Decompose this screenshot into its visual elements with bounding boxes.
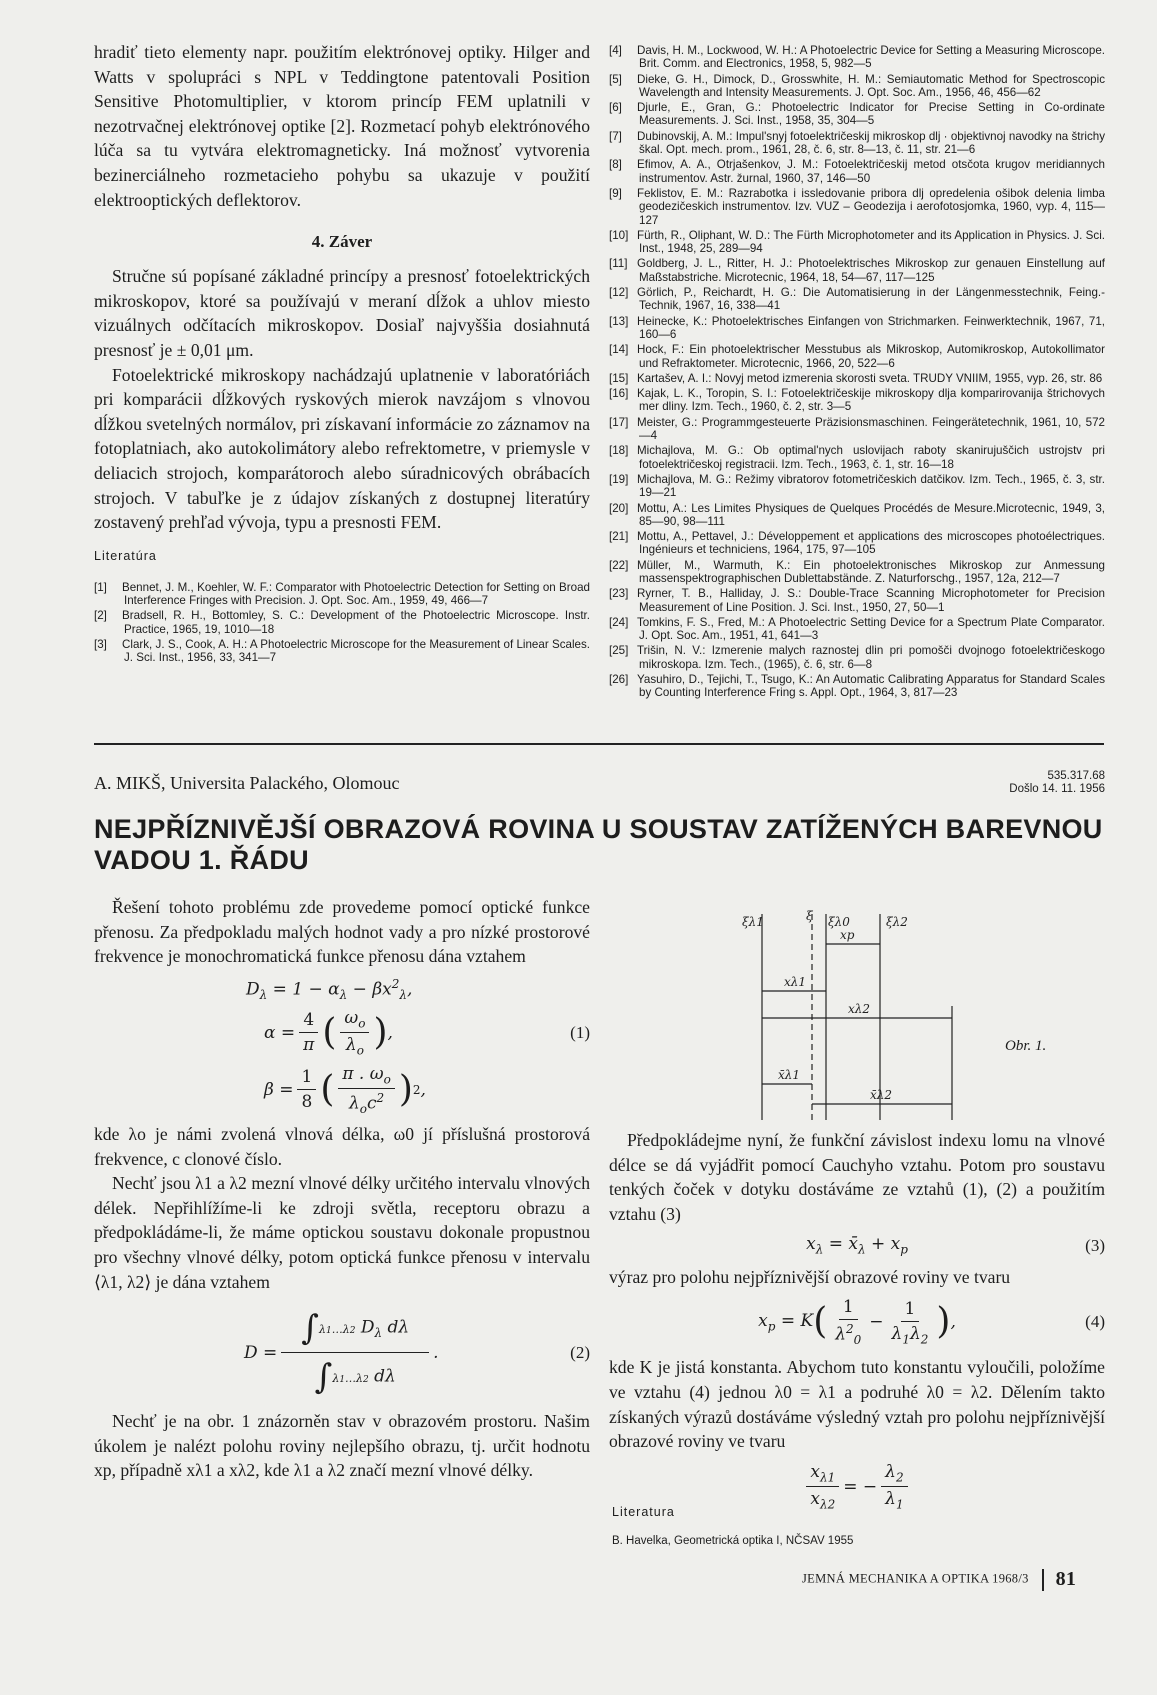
udc-code: 535.317.68 [1047, 770, 1105, 782]
reference-text: Kajak, L. K., Toropin, S. I.: Fotoelektričeskije mikroskopy dlja komparirovanija štrichovych mer dliny. Izm. Tech., 1960, č. 2, str. 3—5 [637, 387, 1105, 414]
paragraph: kde K je jistá konstanta. Abychom tuto konstantu vyloučili, položíme ve vztahu (4) jednou λ0 = λ1 a podruhé λ0 = λ2. Dělením takto získaných výrazů dostáváme výsledný vztah pro polohu nejpříznivější obrazové roviny ve tvaru [609, 1357, 1105, 1452]
reference-number: [1] [94, 580, 107, 594]
reference-number: [19] [609, 472, 629, 486]
reference-number: [26] [609, 673, 629, 687]
reference-item [94, 638, 590, 665]
paragraph: výraz pro polohu nejpříznivější obrazové roviny ve tvaru [609, 1266, 1011, 1287]
left-top-column [94, 40, 590, 666]
label-xbar2: x̄λ2 [870, 1088, 893, 1102]
reference-number: [9] [609, 186, 622, 200]
reference-number: [8] [609, 158, 622, 172]
reference-number: [21] [609, 530, 629, 544]
left-bottom-column [94, 895, 590, 1483]
reference-number: [3] [94, 637, 107, 651]
equation-5: $\frac{x_{\lambda 1}}{x_{\lambda 2}}$ = − $\frac{\lambda_2}{\lambda_1}$ [609, 1462, 1105, 1512]
reference-list [609, 44, 1105, 700]
reference-text: Efimov, A. A., Otrjašenkov, J. M.: Fotoelektričeskij metod otsčota krugov meridiannych instrumentov. Astr. žurnal, 1960, 37, 146—50 [637, 158, 1105, 185]
paragraph: Nechť jsou λ1 a λ2 mezní vlnové délky určitého intervalu vlnových délek. Nepřihlížíme-li ke zdroji světla, receptoru obrazu a předpokládáme-li, že máme optickou soustavu dokonale propustnou pro všechny vlnové délky, potom optická funkce přenosu v intervalu ⟨λ1, λ2⟩ je dána vztahem [94, 1173, 590, 1292]
article-divider [94, 743, 1104, 745]
figure-caption: Obr. 1. [1005, 1038, 1047, 1054]
paragraph: Řešení tohoto problému zde provedeme pomocí optické funkce přenosu. Za předpokladu malých hodnot vady a pro nízké prostorové frekvence je monochromatická funkce přenosu dána vztahem [94, 897, 590, 967]
reference-text: Bradsell, R. H., Bottomley, S. C.: Development of the Photoelectric Microscope. Instr. Practice, 1965, 19, 1010—18 [122, 609, 590, 636]
reference-text: Görlich, P., Reichardt, H. G.: Die Automatisierung in der Längenmesstechnik, Feing.-Technik, 1967, 16, 338—41 [637, 286, 1105, 313]
reference-item [609, 315, 1105, 342]
reference-number: [4] [609, 44, 622, 57]
reference-text: Fürth, R., Oliphant, W. D.: The Fürth Microphotometer and its Application in Physics. J. Sci. Inst., 1948, 25, 289—94 [637, 228, 1105, 256]
label-xbar1: x̄λ1 [778, 1068, 801, 1082]
reference-item [609, 616, 1105, 643]
reference-number: [13] [609, 314, 629, 328]
reference-number: [5] [609, 72, 622, 86]
reference-text: Meister, G.: Programmgesteuerte Präzisionsmaschinen. Feingerätetechnik, 1961, 10, 572—4 [637, 415, 1105, 443]
udc-block [1009, 770, 1105, 796]
reference-item [609, 130, 1105, 157]
equation-4: $x_p = K$ ( $\frac{1}{\lambda^2_0}$ − $\frac{1}{\lambda_1\lambda_2}$ ) , (4) [758, 1297, 1105, 1348]
reference-item [609, 44, 1105, 71]
reference-number: [11] [609, 257, 628, 271]
reference-text: Müller, M., Warmuth, K.: Ein photoelektronisches Mikroskop zur Anmessung massenspektrographischen Dublettabstände. Z. Naturforschg., 1957, 12a, 212—7 [637, 558, 1105, 585]
reference-number: [22] [609, 558, 629, 572]
reference-number: [23] [609, 587, 629, 601]
reference-list [94, 581, 590, 665]
paragraph: hradiť tieto elementy napr. použitím elektrónovej optiky. Hilger and Watts v spolupráci s NPL v Teddingtone patentovali Position Sensitive Photomultiplier, v ktorom princíp FEM uplatnili v nezotrvačnej elektrónovej optike [2]. Rozmetací pohyb elektrónového lúča sa tu vytvára elektromagneticky. Iná možnosť vytvorenia bezinerciálneho rozmetacieho pohybu sa ukazuje v použití elektrooptických deflektorov. [94, 42, 590, 210]
label-xi1: ξλ1 [742, 915, 764, 929]
reference-number: [10] [609, 228, 629, 242]
reference-text: Heinecke, K.: Photoelektrisches Einfangen von Strichmarken. Feinwerktechnik, 1967, 71, 160—6 [637, 314, 1105, 341]
reference-item [609, 530, 1105, 557]
reference-number: [6] [609, 101, 622, 115]
paragraph: Stručne sú popísané základné princípy a presnosť fotoelektrických mikroskopov, ktoré sa používajú v meraní dĺžok a uhlov miesto vizuálnych odčítacích mikroskopov. Dosiaľ najvyššia dosiahnutá presnosť je ± 0,01 μm. [94, 266, 590, 360]
equation-3: $x_\lambda$ = $x̄_\lambda + x_p$ (3) [806, 1234, 1105, 1257]
reference-number: [14] [609, 343, 629, 357]
literature-label: Literatúra [94, 548, 157, 563]
reference-item [609, 644, 1105, 671]
reference-number: [17] [609, 415, 629, 429]
reference-number: [16] [609, 387, 629, 401]
reference-number: [25] [609, 644, 629, 658]
paragraph: Nechť je na obr. 1 znázorněn stav v obrazovém prostoru. Našim úkolem je nalézt polohu roviny nejlepšího obrazu, tj. určit hodnotu xp, případně xλ1 a xλ2, kde λ1 a λ2 značí mezní vlnové délky. [94, 1411, 590, 1481]
reference-text: Clark, J. S., Cook, A. H.: A Photoelectric Microscope for the Measurement of Linear Scales. J. Sci. Inst., 1956, 33, 341—7 [122, 637, 590, 665]
reference-item [609, 559, 1105, 586]
reference-text: Mottu, A.: Les Limites Physiques de Quelques Procédés de Mesure.Microtecnic, 1949, 3, 85—90, 98—111 [637, 501, 1105, 528]
equation-number: (3) [1085, 1235, 1105, 1255]
reference-item [609, 158, 1105, 185]
right-top-column [609, 44, 1105, 702]
figure-1 [740, 906, 1070, 1120]
reference-text: Yasuhiro, D., Tejichi, T., Tsugo, K.: An Automatic Calibrating Apparatus for Standard Scales by Counting Interference Fring s. Appl. Opt., 1964, 3, 817—23 [637, 673, 1105, 700]
paragraph: kde λo je námi zvolená vlnová délka, ω0 jí příslušná prostorová frekvence, c clonové číslo. [94, 1124, 590, 1169]
label-x1: xλ1 [784, 975, 807, 989]
paragraph: Fotoelektrické mikroskopy nachádzajú uplatnenie v laboratóriách pri komparácii dĺžkových ryskových mierok navzájom s vlnovou dĺžkou svetelných normálov, pri získavaní informácie zo záznamov na fotoplatniach, ako autokolimátory alebo refrektometre, v priemysle v deliacich strojoch, komparátoroch alebo súradnicových obrábacích strojoch. V tabuľke je z údajov získaných z dostupnej literatúry zostavený prehľad vývoja, typu a presnosti FEM. [94, 364, 590, 533]
section-heading: 4. Záver [311, 232, 373, 252]
reference-text: Bennet, J. M., Koehler, W. F.: Comparator with Photoelectric Detection for Setting on Broad Interference Fringes with Precision. J. Opt. Soc. Am., 1959, 49, 466—7 [122, 580, 590, 607]
equation-1: $D_\lambda = 1 - \alpha_\lambda - \beta x^2_\lambda$, α = $\frac{4}{\pi}$ ( $\frac{\omega_o}{\lambda_o}$ ) , (1) β = $\frac{1}{8}$ ( $\frac{\pi . \omega_o}{\lambda_oc^2}$ ) 2 , [246, 976, 590, 1117]
reference-item [609, 387, 1105, 414]
page-footer [802, 1568, 1076, 1591]
reference-item [609, 673, 1105, 700]
reference-text: Goldberg, J. L., Ritter, H. J.: Photoelektrisches Mikroskop zur genauen Einstellung auf Maßstabstriche. Microtecnic, 1964, 18, 54—67, 117—125 [637, 257, 1105, 284]
reference-text: Hock, F.: Ein photoelektrischer Messtubus als Mikroskop, Automikroskop, Autokollimator und Refraktometer. Microtecnic, 1966, 20, 522—6 [637, 343, 1105, 370]
equation-number: (2) [570, 1342, 590, 1362]
label-xi0: ξλ0 [828, 915, 850, 929]
article-literature [612, 1505, 853, 1550]
right-bottom-column [609, 1128, 1105, 1520]
page-number: 81 [1055, 1568, 1077, 1590]
reference-number: [18] [609, 444, 629, 458]
reference-item [609, 372, 1105, 385]
reference-number: [24] [609, 615, 629, 629]
author-line: A. MIKŠ, Universita Palackého, Olomouc [94, 773, 400, 793]
reference-item [609, 416, 1105, 443]
reference-item [609, 101, 1105, 128]
label-xi2: ξλ2 [886, 915, 908, 929]
reference-text: Feklistov, E. M.: Razrabotka i issledovanie pribora dlj opredelenia ošibok delenia limba geodezičeskich instrumentov. Izv. VUZ – Geodezija i aerofotosjomka, 1960, vyp. 4, 115—127 [637, 186, 1105, 227]
reference-item [94, 581, 590, 608]
label-xi: ξ [806, 909, 813, 923]
reference-number: [12] [609, 286, 629, 300]
literature-label: Literatura [612, 1505, 675, 1519]
reference-item [609, 229, 1105, 256]
reference-item [609, 257, 1105, 284]
equation-number: (4) [1085, 1312, 1105, 1332]
reference-text: Trišin, N. V.: Izmerenie malych raznostej dlin pri pomošči dvojnogo fotoelektričeskogo mikroskopa. Izm. Tech., (1965), č. 6, str. 6—8 [637, 644, 1105, 671]
reference-text: Ryrner, T. B., Halliday, J. S.: Double-Trace Scanning Microphotometer for Precision Measurement of Line Position. J. Sci. Inst., 1950, 27, 50—1 [637, 587, 1105, 614]
reference-text: Michajlova, M. G.: Ob optimal'nych uslovijach raboty skanirujuščich ustrojstv pri fotoelektričeskoj registracii. Izm. Tech., 1963, č. 1, str. 16—18 [637, 444, 1105, 471]
journal-name: JEMNÁ MECHANIKA A OPTIKA 1968/3 [802, 1571, 1029, 1586]
reference-item [609, 444, 1105, 471]
footer-divider [1042, 1569, 1044, 1591]
received-date: Došlo 14. 11. 1956 [1009, 783, 1105, 795]
reference-text: Davis, H. M., Lockwood, W. H.: A Photoelectric Device for Setting a Measuring Microscope. Brit. Comm. and Electronics, 1958, 5, 982—5 [637, 44, 1105, 71]
article-title: NEJPŘÍZNIVĚJŠÍ OBRAZOVÁ ROVINA U SOUSTAV ZATÍŽENÝCH BAREVNOU VADOU 1. ŘÁDU [94, 814, 1103, 875]
reference-number: [20] [609, 501, 629, 515]
reference-text: Dubinovskij, A. M.: Impul'snyj fotoelektričeskij mikroskop dlj · objektivnoj navodky na štrichy škal. Opt. mech. prom., 1961, 28, č. 6, str. 8—13, č. 11, str. 21—6 [637, 129, 1105, 157]
reference-item [609, 187, 1105, 227]
reference-item [609, 286, 1105, 313]
reference-item [609, 343, 1105, 370]
reference-text: Kartašev, A. I.: Novyj metod izmerenia skorosti sveta. TRUDY VNIIM, 1955, vyp. 26, str. 86 [637, 371, 1103, 385]
reference-number: [15] [609, 371, 629, 385]
reference-text: Michajlova, M. G.: Režimy vibratorov fotometričeskich datčikov. Izm. Tech., 1965, č. 3, str. 19—21 [637, 472, 1105, 500]
reference-number: [7] [609, 129, 622, 143]
reference-item [609, 473, 1105, 500]
reference-text: Mottu, A., Pettavel, J.: Développement et applications des microscopes photoélectriques. Ingénieurs et techniciens, 1964, 175, 97—105 [637, 530, 1105, 557]
reference-text: Tomkins, F. S., Fred, M.: A Photoelectric Setting Device for a Spectrum Plate Comparator. J. Opt. Soc. Am., 1951, 41, 641—3 [637, 615, 1105, 643]
equation-2: D = $\frac{\int\lambda 1\dots\lambda 2 D_\lambda d\lambda}{\int\lambda 1\dots\lambda 2 d\lambda}$ . (2) [244, 1308, 590, 1398]
label-x2: xλ2 [848, 1002, 871, 1016]
reference-item [609, 73, 1105, 100]
reference-item [94, 609, 590, 636]
reference-item [609, 502, 1105, 529]
reference-item: B. Havelka, Geometrická optika I, NČSAV 1955 [612, 1535, 854, 1547]
reference-item [609, 587, 1105, 614]
paragraph: Předpokládejme nyní, že funkční závislost indexu lomu na vlnové délce se dá vyjádřit pomocí Cauchyho vztahu. Potom pro soustavu tenkých čoček v dotyku dostáváme ze vztahů (1), (2) a použitím vztahu (3) [609, 1130, 1105, 1224]
reference-number: [2] [94, 609, 107, 623]
label-xp: xp [840, 928, 855, 942]
equation-number: (1) [570, 1022, 590, 1042]
reference-text: Djurle, E., Gran, G.: Photoelectric Indicator for Precise Setting in Co-ordinate Measurements. J. Sci. Inst., 1958, 35, 304—5 [637, 101, 1105, 128]
reference-text: Dieke, G. H., Dimock, D., Grosswhite, H. M.: Semiautomatic Method for Spectroscopic Wavelength and Intensity Measurements. J. Opt. Soc. Am., 1956, 46, 456—62 [637, 72, 1105, 99]
